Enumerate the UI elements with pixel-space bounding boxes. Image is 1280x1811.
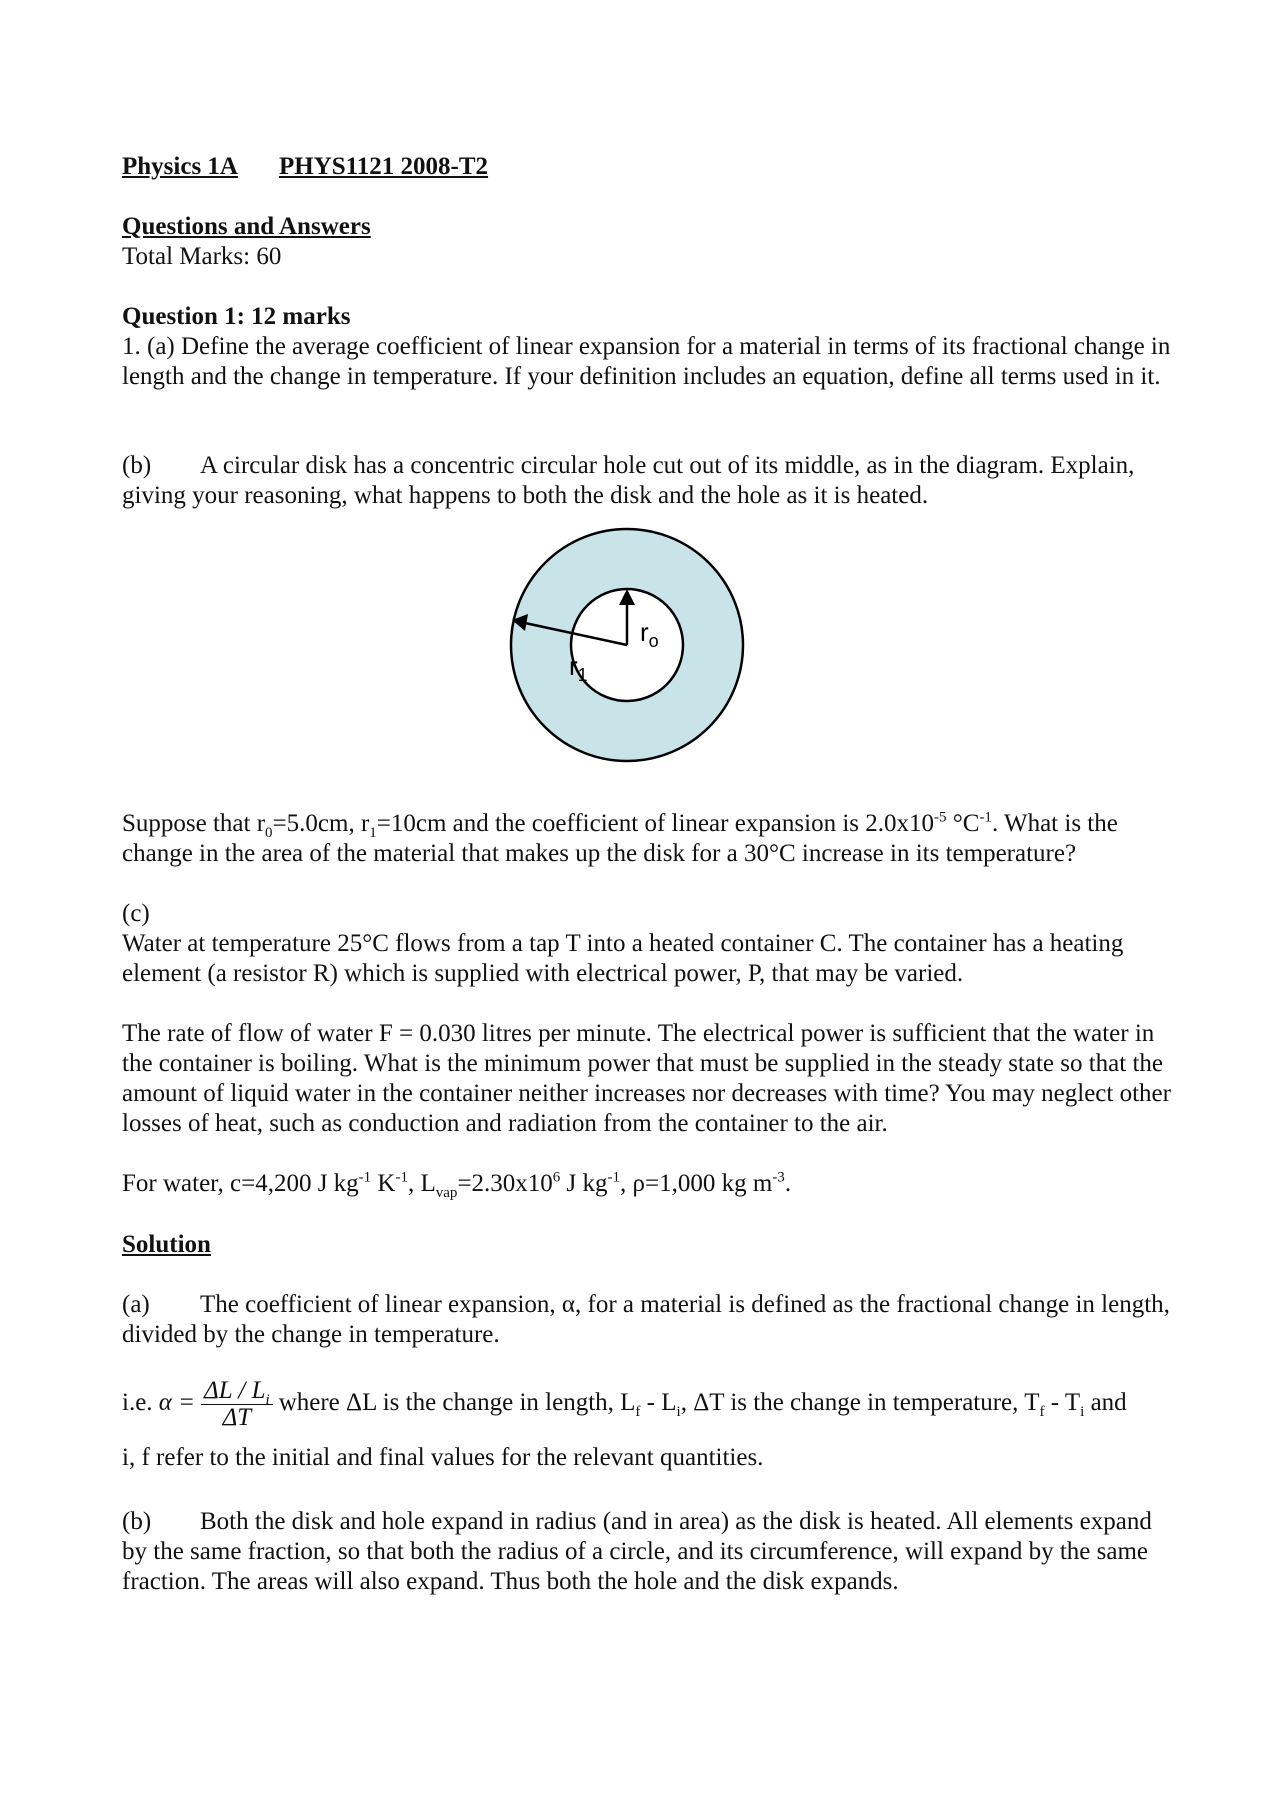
solution-b-text: Both the disk and hole expand in radius (and in area) as the disk is heated. All elements expand by the same fraction, so that both the radius of a circle, and its circumference, will expand by the same fraction. The areas will also expand. Thus both the hole and the disk expands. bbox=[122, 1508, 1152, 1595]
label-r0: $r_o$ bbox=[640, 617, 659, 651]
alpha-symbol: α = bbox=[158, 1389, 196, 1417]
label-r1: $r_1$ bbox=[569, 651, 588, 685]
solution-equation-line2: i, f refer to the initial and final values for the relevant quantities. bbox=[122, 1444, 764, 1471]
question-1-heading: Question 1: 12 marks bbox=[122, 303, 351, 330]
solution-a bbox=[122, 1290, 1182, 1350]
question-1b bbox=[122, 451, 1182, 511]
water-constants: For water, c=4,200 J $kg^{-1}$ $K^{-1}$, $L_{vap}=2.30x10^6$ J $kg^{-1}$, ρ=1,000 kg $m^{-3}$. bbox=[122, 1169, 792, 1201]
course-code: PHYS1121 2008-T2 bbox=[279, 153, 489, 180]
alpha-fraction: $\frac{\Delta L / L_i}{\Delta T}$ bbox=[201, 1378, 273, 1431]
total-marks: Total Marks: 60 bbox=[122, 243, 282, 270]
question-1c-label: (c) bbox=[122, 900, 150, 927]
qa-heading: Questions and Answers bbox=[122, 213, 371, 240]
question-1a-text: 1. (a) Define the average coefficient of linear expansion for a material in terms of its fractional change in length and the change in temperature. If your definition includes an equation, define all terms used in it. bbox=[122, 333, 1171, 390]
solution-a-label: (a) bbox=[122, 1291, 150, 1318]
question-1b-label: (b) bbox=[122, 452, 152, 479]
disk-diagram bbox=[507, 525, 747, 765]
solution-b-label: (b) bbox=[122, 1508, 152, 1535]
solution-heading: Solution bbox=[122, 1231, 211, 1258]
question-1c-flow: The rate of flow of water F = 0.030 litres per minute. The electrical power is sufficient that the water in the container is boiling. What is the minimum power that must be supplied in the steady state so that the amount of liquid water in the container neither increases nor decreases with time? You may neglect other losses of heat, such as conduction and radiation from the container to the air. bbox=[122, 1020, 1171, 1137]
question-1b-text: A circular disk has a concentric circular hole cut out of its middle, as in the diagram. Explain, giving your reasoning, what happens to both the disk and the hole as it is heated. bbox=[122, 452, 1135, 509]
question-1c-text: Water at temperature 25°C flows from a tap T into a heated container C. The container has a heating element (a resistor R) which is supplied with electrical power, P, that may be varied. bbox=[122, 930, 1124, 987]
solution-equation: i.e. α = $\frac{\Delta L / L_i}{\Delta T}$ where ΔL is the change in length, $L_f - L_i$, ΔT is the change in temperature, $T_f - T_i$ and bbox=[122, 1377, 1127, 1431]
question-1b-numeric: Suppose that $r_0=5.0cm$, $r_1=10cm$ and the coefficient of linear expansion is $2.0x10^{-5}$ $^\circ C^{-1}$. What is the change in the area of the material that makes up the disk for a 30°C increase in its temperature? bbox=[122, 809, 1118, 867]
solution-b bbox=[122, 1507, 1182, 1597]
course-title: Physics 1A bbox=[122, 153, 238, 180]
solution-a-text: The coefficient of linear expansion, α, for a material is defined as the fractional change in length, divided by the change in temperature. bbox=[122, 1291, 1170, 1348]
